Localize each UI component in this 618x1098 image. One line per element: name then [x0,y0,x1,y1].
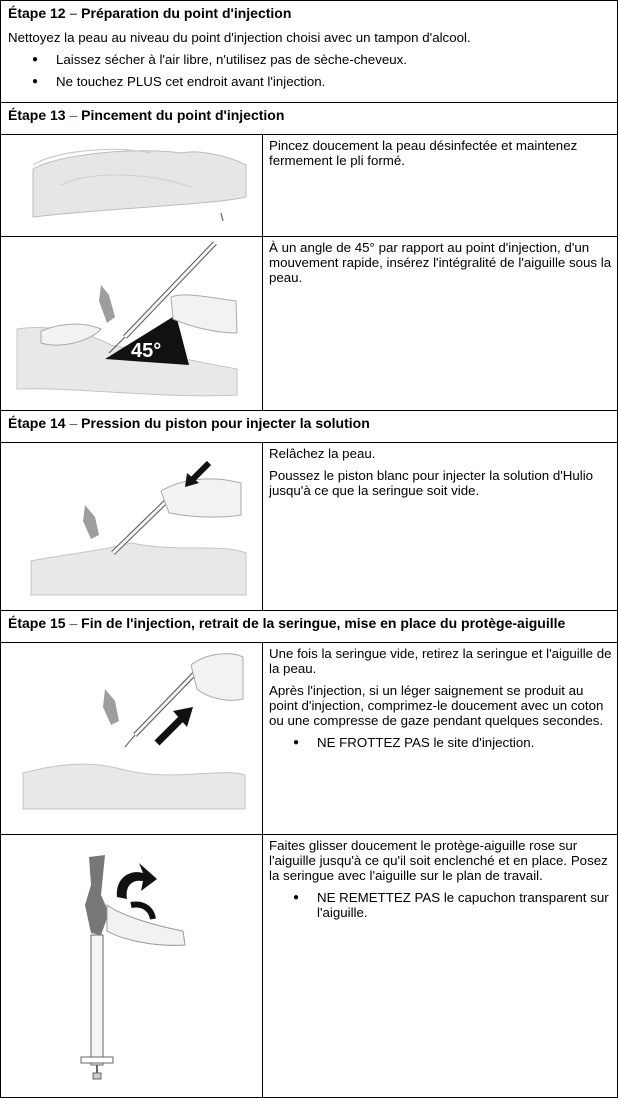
step13-row-insert [1,237,617,411]
step13-row-pinch [1,135,617,237]
step14-row-push [1,443,617,611]
step14-text-2: Poussez le piston blanc pour injecter la solution d'Hulio jusqu'à ce que la seringue soit vide. [269,468,594,498]
step13-text-1: Pincez doucement la peau désinfectée et maintenez fermement le pli formé. [269,138,578,168]
step15-row-shield [1,835,617,1097]
withdraw-syringe-illustration [1,643,263,834]
step15-bullet-1: ● NE FROTTEZ PAS le site d'injection. [293,735,535,750]
insert-needle-illustration [1,237,263,410]
step15-bullet-2: ● NE REMETTEZ PAS le capuchon transparent sur l'aiguille. [293,890,609,920]
step15-text-2: Après l'injection, si un léger saignement se produit au point d'injection, comprimez-le doucement avec un coton ou une compresse de gaze pendant quelques secondes. [269,683,604,728]
step13-text-2: À un angle de 45° par rapport au point d'injection, d'un mouvement rapide, insérez l'intégralité de l'aiguille sous la peau. [269,240,612,285]
step14-header: Étape 14 – Pression du piston pour injecter la solution [1,411,617,443]
needle-shield-illustration [1,835,263,1097]
step15-text-1: Une fois la seringue vide, retirez la seringue et l'aiguille de la peau. [269,646,612,676]
step15-text-3: Faites glisser doucement le protège-aiguille rose sur l'aiguille jusqu'à ce qu'il soit enclenché et en place. Posez la seringue avec l'aiguille sur le plan de travail. [269,838,608,883]
pinch-skin-illustration [1,135,263,236]
step12-heading: Étape 12 – Préparation du point d'injection [8,5,292,21]
angle-label: 45° [131,340,162,362]
push-plunger-illustration [1,443,263,610]
step12-section [1,1,617,103]
step14-text-1: Relâchez la peau. [269,446,376,461]
step15-row-withdraw [1,643,617,835]
step12-intro: Nettoyez la peau au niveau du point d'injection choisi avec un tampon d'alcool. [8,30,471,45]
step13-header: Étape 13 – Pincement du point d'injection [1,103,617,135]
step12-bullet-2: ● Ne touchez PLUS cet endroit avant l'injection. [32,74,326,89]
step12-bullet-1: ● Laissez sécher à l'air libre, n'utilisez pas de sèche-cheveux. [32,52,407,67]
step15-header: Étape 15 – Fin de l'injection, retrait de la seringue, mise en place du protège-aiguille [1,611,617,643]
